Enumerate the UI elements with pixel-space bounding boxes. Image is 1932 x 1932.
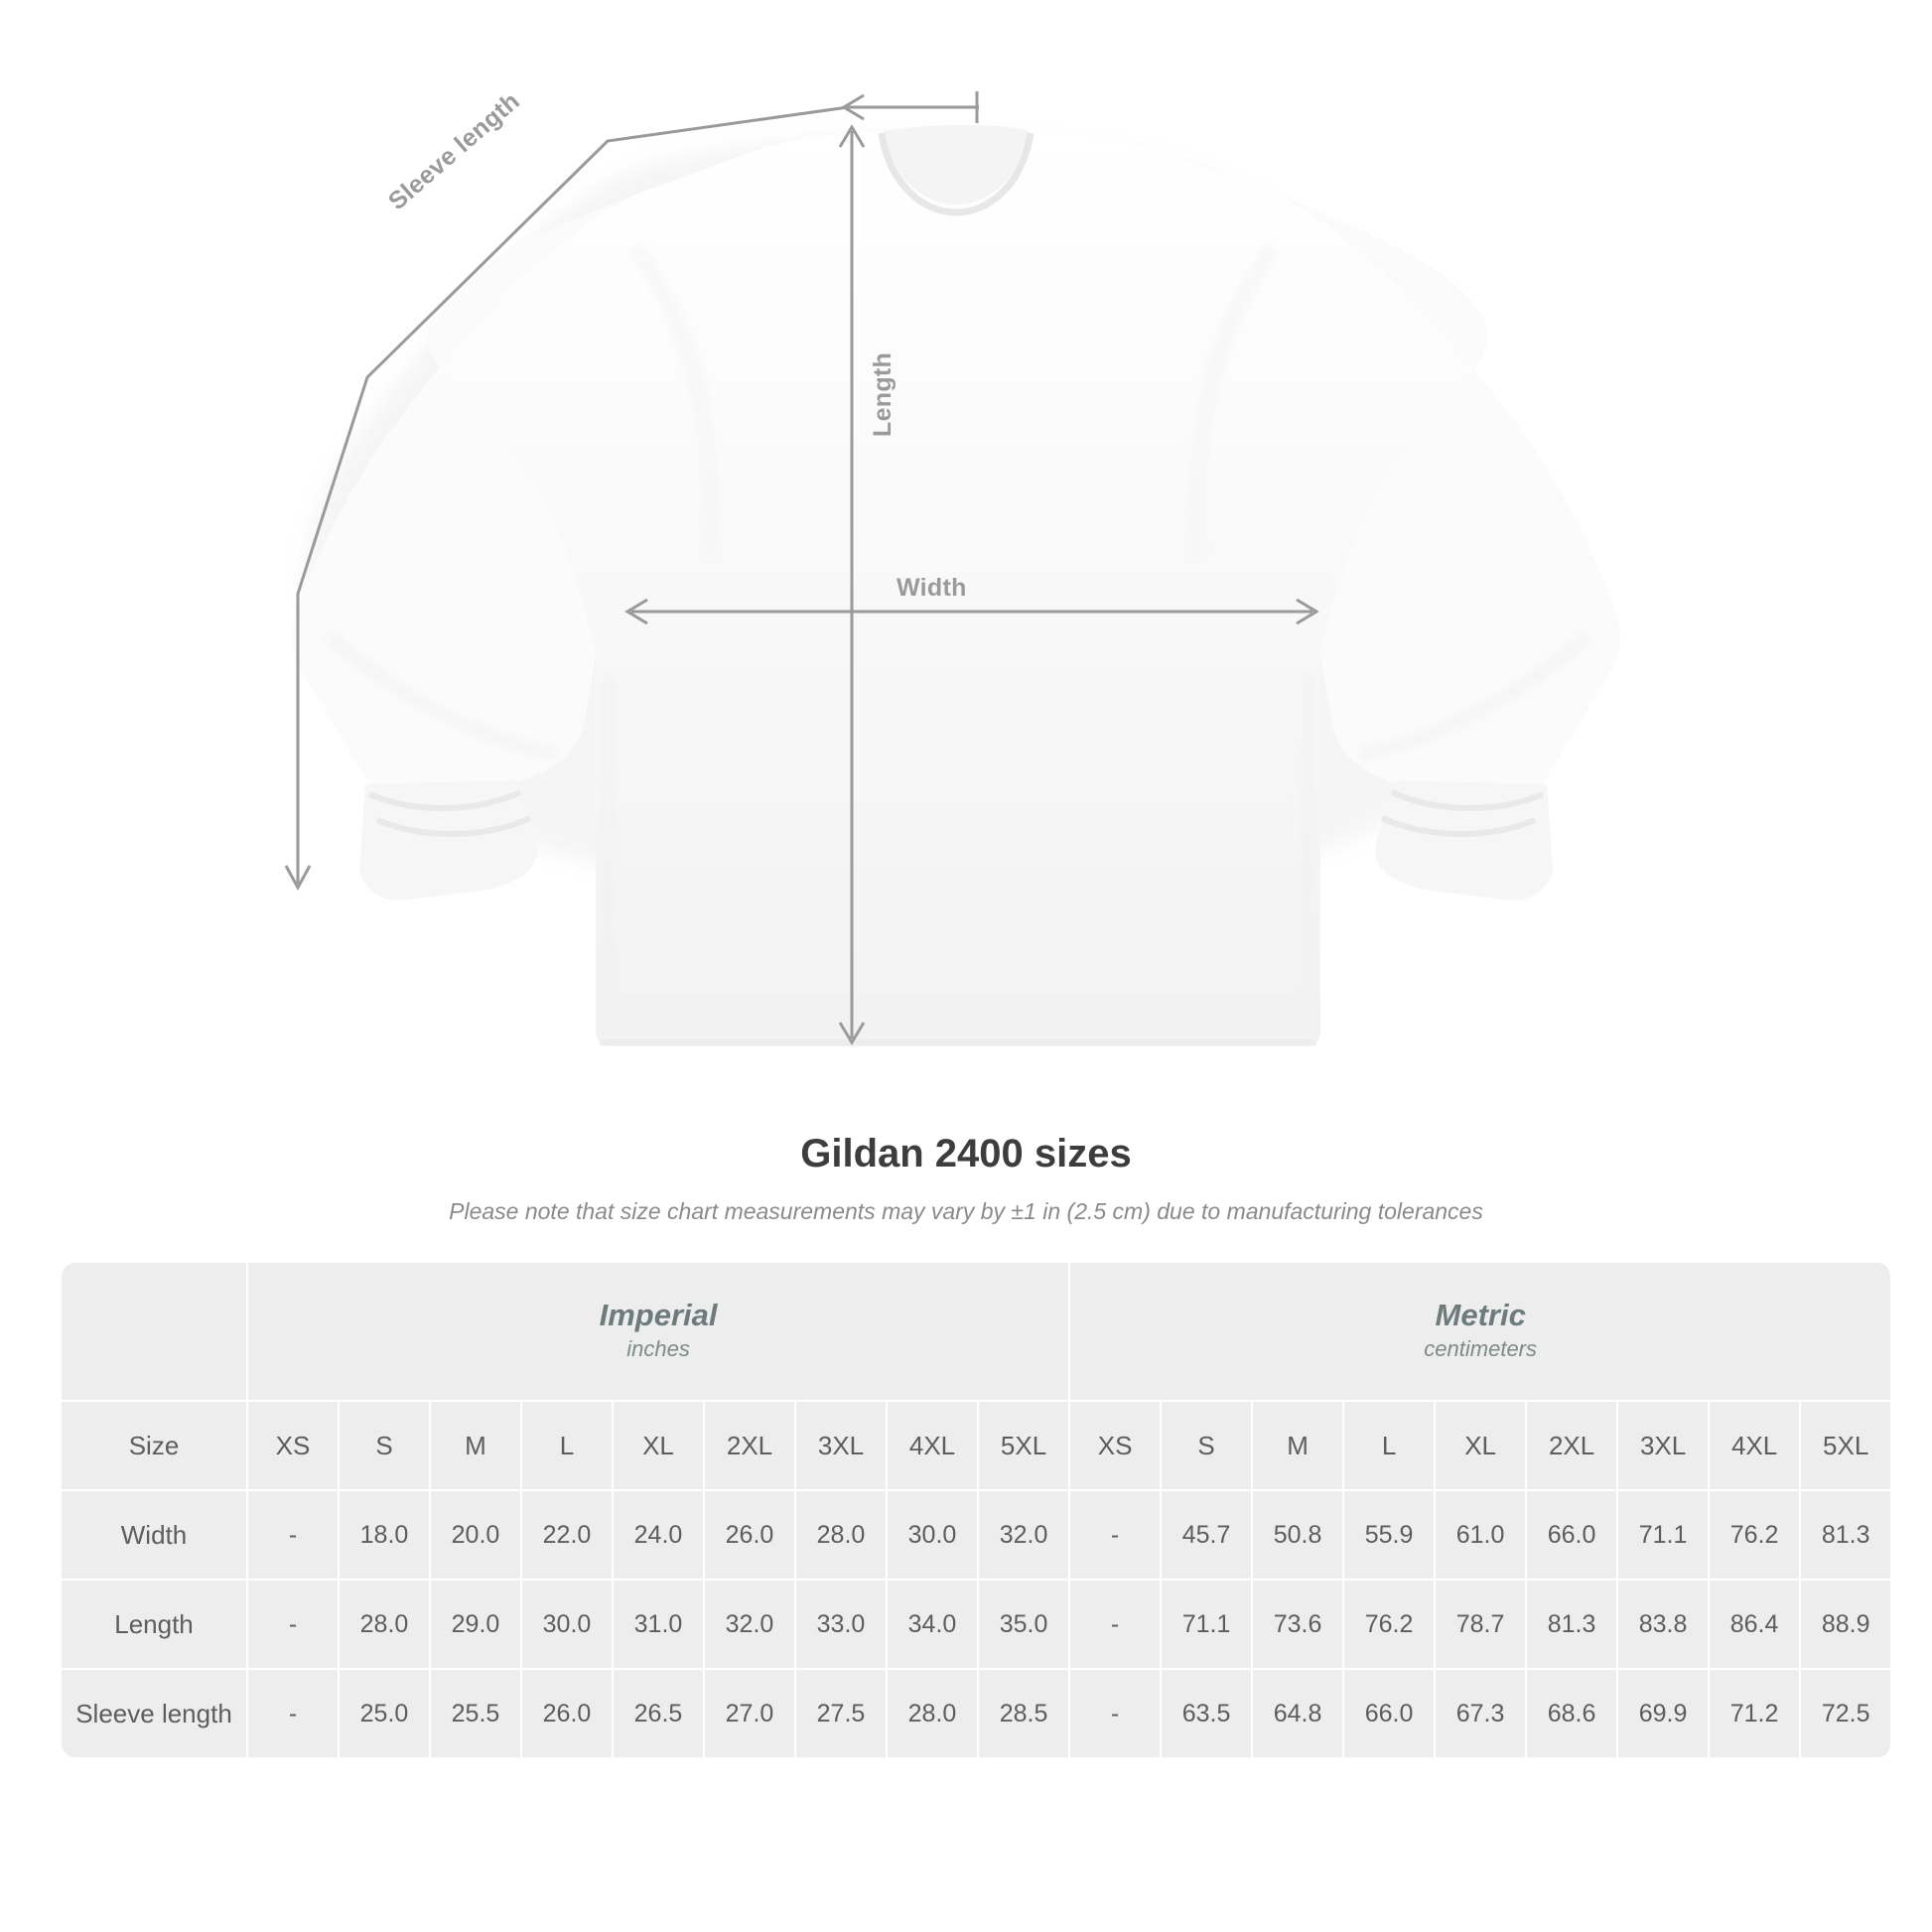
cell-length-metric-2xl: 81.3 — [1527, 1581, 1618, 1670]
size-header-metric-l: L — [1344, 1402, 1436, 1491]
table-row — [62, 1581, 1892, 1670]
cell-sleeve-imperial-2xl: 27.0 — [705, 1670, 796, 1757]
cell-length-imperial-5xl: 35.0 — [979, 1581, 1070, 1670]
cell-sleeve-metric-m: 64.8 — [1253, 1670, 1344, 1757]
unit-header-spacer — [62, 1263, 248, 1402]
size-header-imperial-l: L — [522, 1402, 614, 1491]
cell-sleeve-imperial-3xl: 27.5 — [796, 1670, 888, 1757]
row-label-width: Width — [62, 1491, 248, 1581]
cell-width-metric-xs: - — [1070, 1491, 1162, 1581]
size-header-imperial-2xl: 2XL — [705, 1402, 796, 1491]
size-header-metric-xl: XL — [1436, 1402, 1527, 1491]
size-header-imperial-xs: XS — [248, 1402, 340, 1491]
cell-length-imperial-xs: - — [248, 1581, 340, 1670]
cell-width-imperial-xs: - — [248, 1491, 340, 1581]
row-label-length: Length — [62, 1581, 248, 1670]
size-header-imperial-5xl: 5XL — [979, 1402, 1070, 1491]
unit-group-metric-sub: centimeters — [1424, 1336, 1538, 1362]
cell-length-metric-m: 73.6 — [1253, 1581, 1344, 1670]
cell-width-metric-2xl: 66.0 — [1527, 1491, 1618, 1581]
cell-length-imperial-4xl: 34.0 — [888, 1581, 979, 1670]
cell-width-imperial-3xl: 28.0 — [796, 1491, 888, 1581]
cell-width-metric-5xl: 81.3 — [1801, 1491, 1892, 1581]
cell-length-metric-3xl: 83.8 — [1618, 1581, 1710, 1670]
unit-group-metric — [1070, 1263, 1892, 1402]
size-header-metric-3xl: 3XL — [1618, 1402, 1710, 1491]
cell-width-imperial-2xl: 26.0 — [705, 1491, 796, 1581]
cell-width-imperial-xl: 24.0 — [614, 1491, 705, 1581]
cell-width-metric-3xl: 71.1 — [1618, 1491, 1710, 1581]
cell-length-metric-4xl: 86.4 — [1710, 1581, 1801, 1670]
cell-width-imperial-m: 20.0 — [431, 1491, 522, 1581]
cell-width-imperial-s: 18.0 — [340, 1491, 431, 1581]
size-table — [62, 1263, 1892, 1757]
cell-width-imperial-4xl: 30.0 — [888, 1491, 979, 1581]
sleeve-length-dimension-label: Sleeve length — [383, 86, 525, 216]
size-header-row — [62, 1402, 1892, 1491]
cell-sleeve-metric-3xl: 69.9 — [1618, 1670, 1710, 1757]
unit-group-imperial — [248, 1263, 1070, 1402]
size-header-metric-m: M — [1253, 1402, 1344, 1491]
cell-width-imperial-l: 22.0 — [522, 1491, 614, 1581]
cell-length-metric-xl: 78.7 — [1436, 1581, 1527, 1670]
unit-group-imperial-name: Imperial — [599, 1297, 718, 1332]
cell-length-metric-s: 71.1 — [1162, 1581, 1253, 1670]
cell-length-imperial-3xl: 33.0 — [796, 1581, 888, 1670]
cell-length-imperial-2xl: 32.0 — [705, 1581, 796, 1670]
title-block — [0, 1132, 1932, 1225]
size-header-imperial-xl: XL — [614, 1402, 705, 1491]
cell-width-metric-xl: 61.0 — [1436, 1491, 1527, 1581]
cell-length-metric-xs: - — [1070, 1581, 1162, 1670]
unit-group-metric-name: Metric — [1435, 1297, 1526, 1332]
cell-sleeve-imperial-s: 25.0 — [340, 1670, 431, 1757]
table-row — [62, 1670, 1892, 1757]
cell-sleeve-metric-2xl: 68.6 — [1527, 1670, 1618, 1757]
row-label-sleeve-length: Sleeve length — [62, 1670, 248, 1757]
cell-length-imperial-m: 29.0 — [431, 1581, 522, 1670]
size-header-metric-s: S — [1162, 1402, 1253, 1491]
cell-sleeve-imperial-5xl: 28.5 — [979, 1670, 1070, 1757]
size-header-imperial-4xl: 4XL — [888, 1402, 979, 1491]
cell-width-metric-m: 50.8 — [1253, 1491, 1344, 1581]
cell-length-imperial-s: 28.0 — [340, 1581, 431, 1670]
cell-sleeve-imperial-4xl: 28.0 — [888, 1670, 979, 1757]
unit-header-row — [62, 1263, 1892, 1402]
unit-group-imperial-sub: inches — [626, 1336, 690, 1362]
size-header-metric-5xl: 5XL — [1801, 1402, 1892, 1491]
cell-length-imperial-l: 30.0 — [522, 1581, 614, 1670]
cell-length-metric-l: 76.2 — [1344, 1581, 1436, 1670]
cell-sleeve-imperial-xl: 26.5 — [614, 1670, 705, 1757]
size-header-label: Size — [62, 1402, 248, 1491]
size-header-metric-4xl: 4XL — [1710, 1402, 1801, 1491]
length-dimension-label: Length — [869, 351, 897, 437]
size-header-imperial-s: S — [340, 1402, 431, 1491]
cell-sleeve-imperial-l: 26.0 — [522, 1670, 614, 1757]
size-table-wrapper — [62, 1263, 1870, 1757]
cell-sleeve-metric-4xl: 71.2 — [1710, 1670, 1801, 1757]
cell-width-metric-l: 55.9 — [1344, 1491, 1436, 1581]
cell-length-imperial-xl: 31.0 — [614, 1581, 705, 1670]
cell-sleeve-metric-l: 66.0 — [1344, 1670, 1436, 1757]
width-dimension-label: Width — [897, 574, 967, 602]
cell-width-metric-s: 45.7 — [1162, 1491, 1253, 1581]
cell-sleeve-imperial-xs: - — [248, 1670, 340, 1757]
cell-sleeve-imperial-m: 25.5 — [431, 1670, 522, 1757]
size-header-metric-xs: XS — [1070, 1402, 1162, 1491]
cell-width-metric-4xl: 76.2 — [1710, 1491, 1801, 1581]
tolerance-note: Please note that size chart measurements may vary by ±1 in (2.5 cm) due to manufacturing tolerances — [449, 1198, 1483, 1224]
table-row — [62, 1491, 1892, 1581]
size-header-imperial-m: M — [431, 1402, 522, 1491]
cell-sleeve-metric-xl: 67.3 — [1436, 1670, 1527, 1757]
page-title: Gildan 2400 sizes — [800, 1132, 1132, 1175]
cell-width-imperial-5xl: 32.0 — [979, 1491, 1070, 1581]
cell-sleeve-metric-xs: - — [1070, 1670, 1162, 1757]
size-header-imperial-3xl: 3XL — [796, 1402, 888, 1491]
size-header-metric-2xl: 2XL — [1527, 1402, 1618, 1491]
cell-sleeve-metric-s: 63.5 — [1162, 1670, 1253, 1757]
cell-sleeve-metric-5xl: 72.5 — [1801, 1670, 1892, 1757]
cell-length-metric-5xl: 88.9 — [1801, 1581, 1892, 1670]
